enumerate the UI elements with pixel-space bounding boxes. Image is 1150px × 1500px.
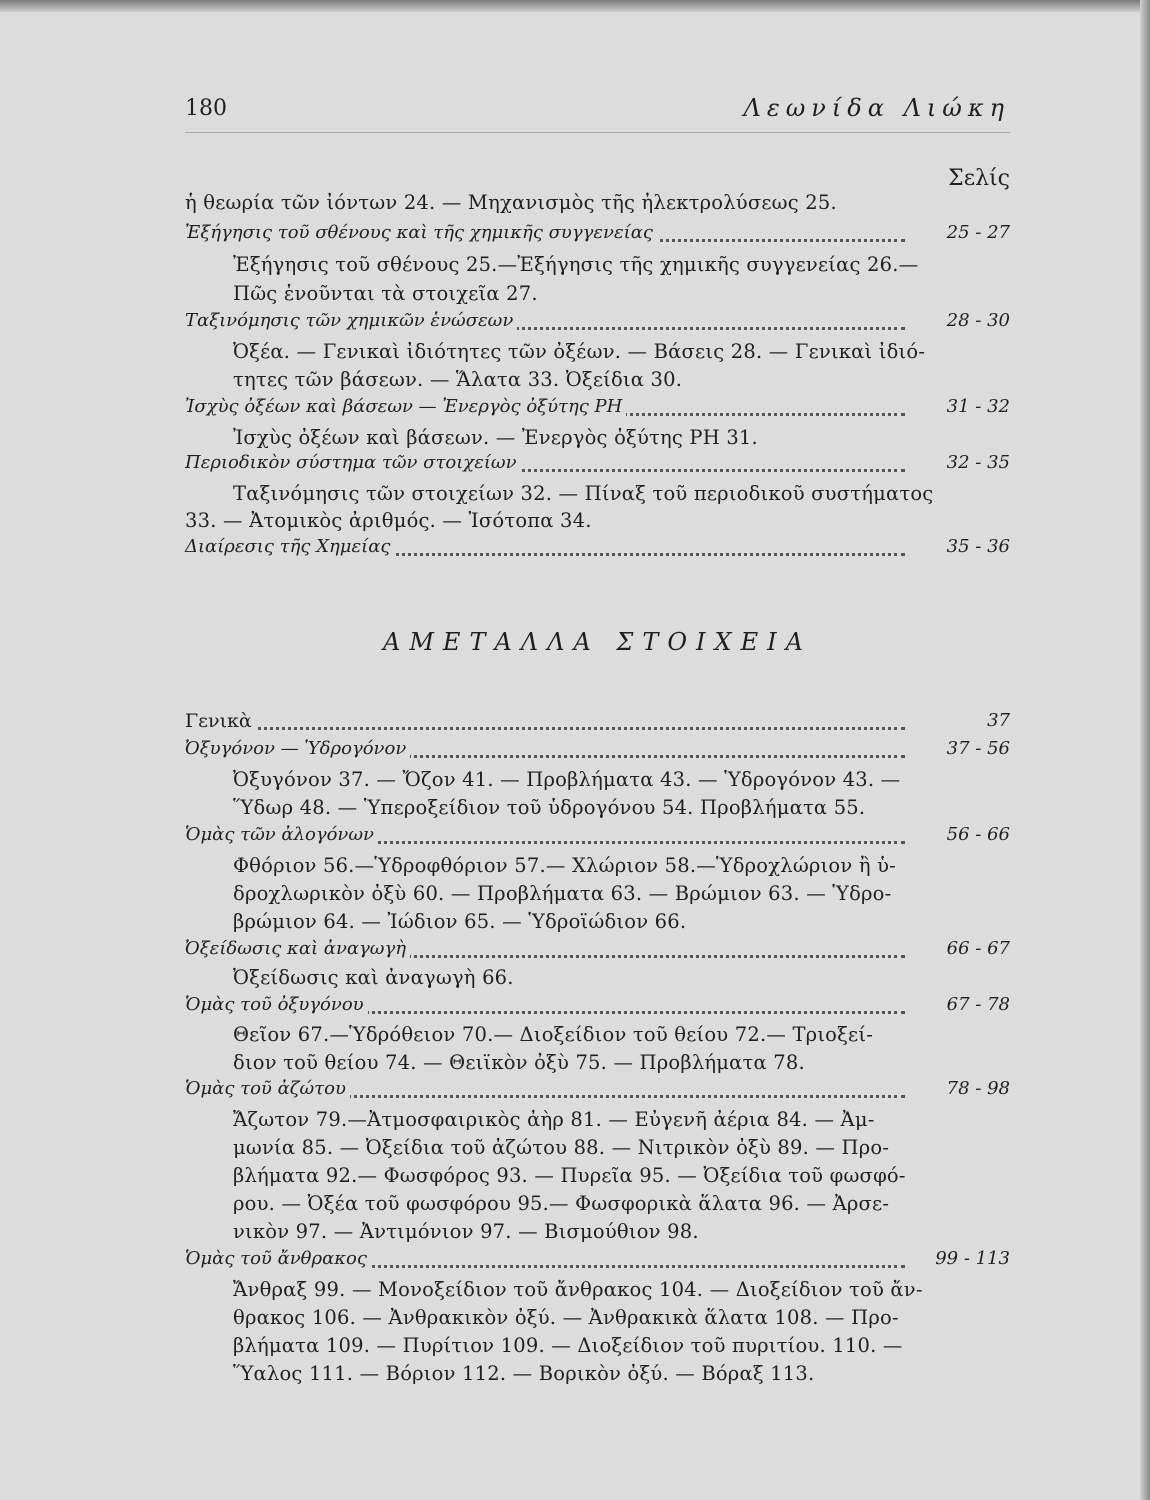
toc-entry-title: Περιοδικὸν σύστημα τῶν στοιχείων bbox=[185, 452, 521, 473]
toc-subentry: διον τοῦ θείου 74. — Θειϊκὸν ὀξὺ 75. — Προβλήματα 78. bbox=[233, 1051, 805, 1074]
toc-subentry: Θεῖον 67.—Ὑδρόθειον 70.— Διοξείδιον τοῦ θείου 72.— Τριοξεί- bbox=[233, 1023, 873, 1046]
toc-entry-pages: 37 bbox=[987, 710, 1010, 731]
toc-entry-title: Ὀξείδωσις καὶ ἀναγωγὴ bbox=[185, 938, 410, 959]
toc-subentry: δροχλωρικὸν ὀξὺ 60. — Προβλήματα 63. — Βρώμιον 63. — Ὑδρο- bbox=[233, 882, 892, 905]
toc-entry-pages: 35 - 36 bbox=[946, 536, 1010, 557]
toc-entry[interactable] bbox=[185, 938, 1010, 966]
toc-subentry: 33. — Ἀτομικὸς ἀριθμός. — Ἰσότοπα 34. bbox=[185, 509, 592, 532]
toc-entry[interactable] bbox=[185, 536, 1010, 564]
toc-entry-pages: 25 - 27 bbox=[946, 222, 1010, 243]
toc-entry-title: Γενικὰ bbox=[185, 710, 256, 732]
toc-subentry: ρου. — Ὀξέα τοῦ φωσφόρου 95.— Φωσφορικὰ ἅλατα 96. — Ἀρσε- bbox=[233, 1192, 890, 1215]
toc-entry[interactable] bbox=[185, 396, 1010, 424]
toc-subentry: βλήματα 92.— Φωσφόρος 93. — Πυρεῖα 95. — Ὀξείδια τοῦ φωσφό- bbox=[233, 1164, 906, 1187]
toc-entry-pages: 31 - 32 bbox=[946, 396, 1010, 417]
pages-column-header: Σελίς bbox=[948, 166, 1010, 191]
toc-subentry: Ὀξείδωσις καὶ ἀναγωγὴ 66. bbox=[233, 966, 514, 989]
toc-entry[interactable] bbox=[185, 738, 1010, 766]
page-number: 180 bbox=[185, 96, 227, 121]
toc-entry[interactable] bbox=[185, 310, 1010, 338]
toc-entry-pages: 32 - 35 bbox=[946, 452, 1010, 473]
toc-entry[interactable] bbox=[185, 222, 1010, 250]
toc-subentry: θρακος 106. — Ἀνθρακικὸν ὀξύ. — Ἀνθρακικὰ ἅλατα 108. — Προ- bbox=[233, 1306, 899, 1329]
toc-entry-title: Ἐξήγησις τοῦ σθένους καὶ τῆς χημικῆς συγγενείας bbox=[185, 222, 657, 243]
toc-entry[interactable] bbox=[185, 994, 1010, 1022]
toc-subentry: Ταξινόμησις τῶν στοιχείων 32. — Πίναξ τοῦ περιοδικοῦ συστήματος bbox=[233, 482, 934, 505]
toc-subentry: τητες τῶν βάσεων. — Ἅλατα 33. Ὀξείδια 30. bbox=[233, 368, 683, 391]
toc-subentry: Ἄνθραξ 99. — Μονοξείδιον τοῦ ἄνθρακος 104. — Διοξείδιον τοῦ ἄν- bbox=[233, 1278, 923, 1301]
toc-entry-title: Ταξινόμησις τῶν χημικῶν ἑνώσεων bbox=[185, 310, 517, 331]
running-head: Λεωνίδα Λιώκη bbox=[743, 94, 1010, 122]
toc-subentry: βλήματα 109. — Πυρίτιον 109. — Διοξείδιον τοῦ πυριτίου. 110. — bbox=[233, 1334, 903, 1357]
toc-subentry: Ἄζωτον 79.—Ἀτμοσφαιρικὸς ἀὴρ 81. — Εὐγενῆ ἀέρια 84. — Ἀμ- bbox=[233, 1108, 875, 1131]
toc-entry-title: Ἰσχὺς ὀξέων καὶ βάσεων — Ἐνεργὸς ὀξύτης PH bbox=[185, 396, 626, 417]
dot-leader bbox=[185, 727, 905, 730]
toc-entry-pages: 28 - 30 bbox=[946, 310, 1010, 331]
toc-subentry: Ὕαλος 111. — Βόριον 112. — Βορικὸν ὀξύ. — Βόραξ 113. bbox=[233, 1362, 815, 1385]
toc-subentry: Ὀξυγόνον 37. — Ὄζον 41. — Προβλήματα 43. — Ὑδρογόνον 43. — bbox=[233, 768, 901, 791]
toc-entry-title: Ὁμὰς τοῦ ἄνθρακος bbox=[185, 1248, 371, 1269]
toc-subentry: Πῶς ἑνοῦνται τὰ στοιχεῖα 27. bbox=[233, 282, 538, 305]
toc-entry[interactable] bbox=[185, 1078, 1010, 1106]
toc-entry-pages: 78 - 98 bbox=[946, 1078, 1010, 1099]
toc-subentry: Ὕδωρ 48. — Ὑπεροξείδιον τοῦ ὑδρογόνου 54. Προβλήματα 55. bbox=[233, 796, 866, 819]
toc-entry[interactable] bbox=[185, 710, 1010, 738]
page-header bbox=[185, 92, 1010, 133]
section-heading: ΑΜΕΤΑΛΛΑ ΣΤΟΙΧΕΙΑ bbox=[383, 628, 812, 656]
toc-entry-pages: 99 - 113 bbox=[935, 1248, 1010, 1269]
toc-entry-pages: 37 - 56 bbox=[946, 738, 1010, 759]
toc-entry-title: Ὁμὰς τῶν ἀλογόνων bbox=[185, 824, 378, 845]
toc-entry-pages: 67 - 78 bbox=[946, 994, 1010, 1015]
toc-entry-title: Διαίρεσις τῆς Χημείας bbox=[185, 536, 394, 557]
toc-entry[interactable] bbox=[185, 824, 1010, 852]
toc-entry-title: Ὁμὰς τοῦ ὀξυγόνου bbox=[185, 994, 368, 1015]
toc-entry-title: Ὁμὰς τοῦ ἀζώτου bbox=[185, 1078, 350, 1099]
toc-subentry: μωνία 85. — Ὀξείδια τοῦ ἀζώτου 88. — Νιτρικὸν ὀξὺ 89. — Προ- bbox=[233, 1136, 890, 1159]
toc-entry-pages: 66 - 67 bbox=[946, 938, 1010, 959]
toc-subentry: Ἐξήγησις τοῦ σθένους 25.—Ἐξήγησις τῆς χημικῆς συγγενείας 26.— bbox=[233, 253, 919, 276]
toc-entry[interactable] bbox=[185, 1248, 1010, 1276]
scan-right-edge bbox=[1140, 0, 1150, 1500]
toc-subentry: Φθόριον 56.—Ὑδροφθόριον 57.— Χλώριον 58.—Ὑδροχλώριον ἢ ὑ- bbox=[233, 854, 896, 877]
toc-entry-pages: 56 - 66 bbox=[946, 824, 1010, 845]
toc-subentry: ἡ θεωρία τῶν ἰόντων 24. — Μηχανισμὸς τῆς ἠλεκτρολύσεως 25. bbox=[185, 191, 837, 214]
toc-subentry: Ὀξέα. — Γενικαὶ ἰδιότητες τῶν ὀξέων. — Βάσεις 28. — Γενικαὶ ἰδιό- bbox=[233, 340, 926, 363]
toc-subentry: βρώμιον 64. — Ἰώδιον 65. — Ὑδροϊώδιον 66. bbox=[233, 910, 687, 933]
toc-subentry: Ἰσχὺς ὀξέων καὶ βάσεων. — Ἐνεργὸς ὀξύτης PH 31. bbox=[233, 426, 758, 449]
toc-entry-title: Ὀξυγόνον — Ὑδρογόνον bbox=[185, 738, 410, 759]
toc-subentry: νικὸν 97. — Ἀντιμόνιον 97. — Βισμούθιον 98. bbox=[233, 1220, 699, 1243]
scan-top-edge bbox=[0, 0, 1150, 12]
toc-entry[interactable] bbox=[185, 452, 1010, 480]
